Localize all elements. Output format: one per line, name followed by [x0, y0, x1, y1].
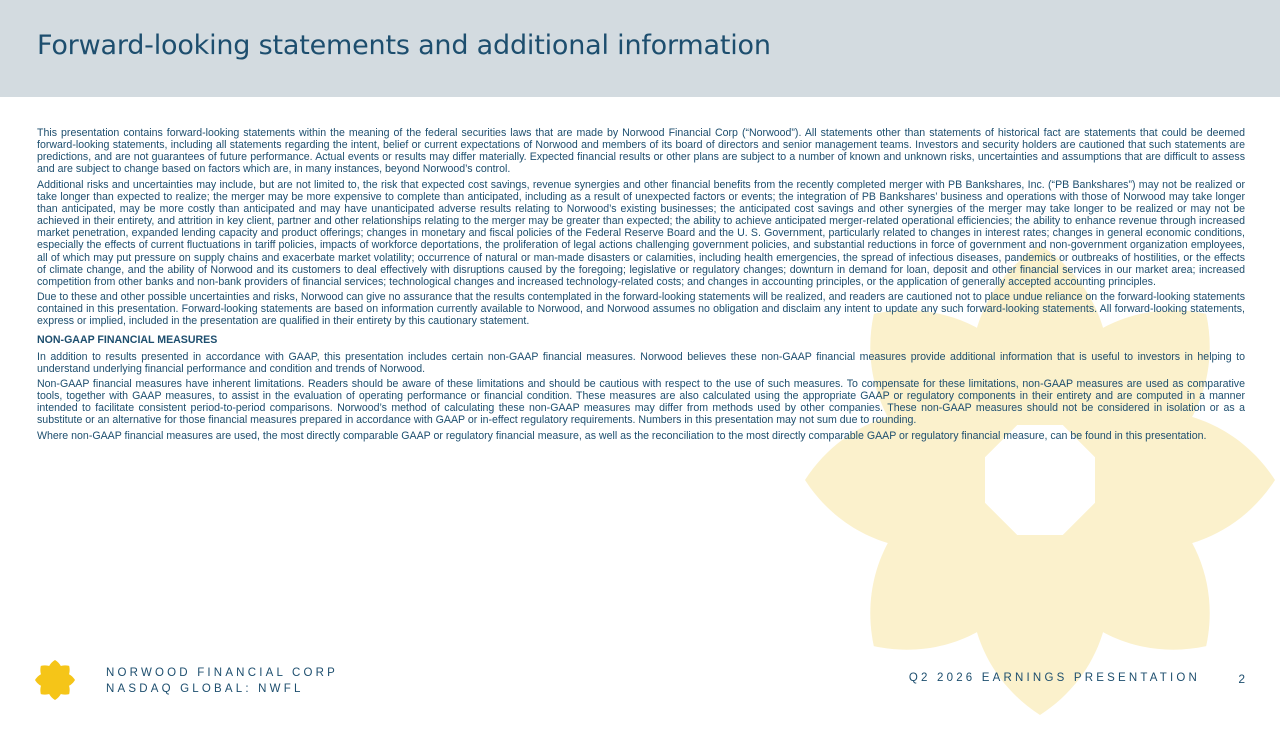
- non-gaap-reconciliation-paragraph: Where non-GAAP financial measures are used, the most directly comparable GAAP or regulatory financial measure, as well as the reconciliation to the most directly comparable GAAP or regulatory financial measure, can be found in this presentation.: [37, 429, 1207, 442]
- norwood-star-logo-icon: [34, 659, 76, 706]
- caution-paragraph: Due to these and other possible uncertainties and risks, Norwood can give no assurance that the results contemplated in the forward-looking statements will be realized, and readers are cautioned not to place undue reliance on the forward-looking statements contained in this presentation. Forward-looking statements are based on information currently available to Norwood, and Norwood assumes no obligation and disclaim any intent to update any such forward-looking statements. All forward-looking statements, express or implied, included in the presentation are qualified in their entirety by this cautionary statement.: [37, 291, 1245, 328]
- company-name: NORWOOD FINANCIAL CORP: [106, 667, 339, 679]
- stock-listing: NASDAQ GLOBAL: NWFL: [106, 683, 304, 695]
- risks-paragraph: Additional risks and uncertainties may include, but are not limited to, the risk that expected cost savings, revenue synergies and other financial benefits from the recently completed merger with PB Bankshares, Inc. (“PB Bankshares”) may not be realized or take longer than expected to realize; the merger may be more expensive to complete than anticipated, including as a result of unexpected factors or events; the integration of PB Bankshares’ business and operations with those of Norwood may take longer than anticipated, may be more costly than anticipated and may have unanticipated adverse results relating to Norwood’s existing businesses; the anticipated cost savings and other synergies of the merger may take longer to be realized or may not be achieved in their entirety, and attrition in key client, partner and other relationships relating to the merger may be greater than expected; the ability to achieve anticipated merger-related operational efficiencies; the ability to enhance revenue through increased market penetration, expanded lending capacity and product offerings; changes in monetary and fiscal policies of the Federal Reserve Board and the U. S. Government, particularly related to changes in interest rates; changes in general economic conditions, especially the effects of current fluctuations in tariff policies, impacts of workforce deportations, the proliferation of legal actions challenging government policies, and substantial reductions in force of government and non-government organization employees, all of which may put pressure on supply chains and exacerbate market volatility; occurrence of natural or man-made disasters or calamities, including health emergencies, the spread of infectious diseases, pandemics or outbreaks of hostilities, or the effects of climate change, and the ability of Norwood and its customers to deal effectively with disruptions caused by the foregoing; legislative or regulatory changes; downturn in demand for loan, deposit and other financial services in our market area; increased competition from other banks and non-bank providers of financial services; technological changes and increased technology-related costs; and changes in accounting principles, or the application of generally accepted accounting principles.: [37, 178, 1245, 288]
- page-number: 2: [1238, 672, 1245, 686]
- presentation-label: Q2 2026 EARNINGS PRESENTATION: [908, 672, 1200, 684]
- header-band: [0, 0, 1280, 97]
- non-gaap-intro-paragraph: In addition to results presented in accordance with GAAP, this presentation includes certain non-GAAP financial measures. Norwood believes these non-GAAP financial measures provide additional information that is useful to investors in helping to understand underlying financial performance and condition and trends of Norwood.: [37, 350, 1245, 375]
- disclaimer-body: [37, 127, 1245, 445]
- non-gaap-heading: NON-GAAP FINANCIAL MEASURES: [37, 333, 218, 346]
- page-title: Forward-looking statements and additional information: [37, 30, 771, 61]
- company-block: [106, 665, 338, 697]
- forward-looking-paragraph: This presentation contains forward-looking statements within the meaning of the federal securities laws that are made by Norwood Financial Corp (“Norwood”). All statements other than statements of historical fact are statements that could be deemed forward-looking statements, including all statements regarding the intent, belief or current expectations of Norwood and members of its board of directors and senior management teams. Investors and security holders are cautioned that such statements are predictions, and are not guarantees of future performance. Actual events or results may differ materially. Expected financial results or other plans are subject to a number of known and unknown risks, uncertainties and assumptions that are difficult to assess and are subject to change based on factors which are, in many instances, beyond Norwood’s control.: [37, 127, 1245, 176]
- non-gaap-limitations-paragraph: Non-GAAP financial measures have inherent limitations. Readers should be aware of these limitations and should be cautious with respect to the use of such measures. To compensate for these limitations, non-GAAP measures are used as comparative tools, together with GAAP measures, to assist in the evaluation of operating performance or financial condition. These measures are also calculated using the appropriate GAAP or regulatory components in their entirety and are computed in a manner intended to facilitate consistent period-to-period comparisons. Norwood’s method of calculating these non-GAAP measures may differ from methods used by other companies. These non-GAAP measures should not be considered in isolation or as a substitute or an alternative for those financial measures prepared in accordance with GAAP or in-effect regulatory requirements. Numbers in this presentation may not sum due to rounding.: [37, 377, 1245, 427]
